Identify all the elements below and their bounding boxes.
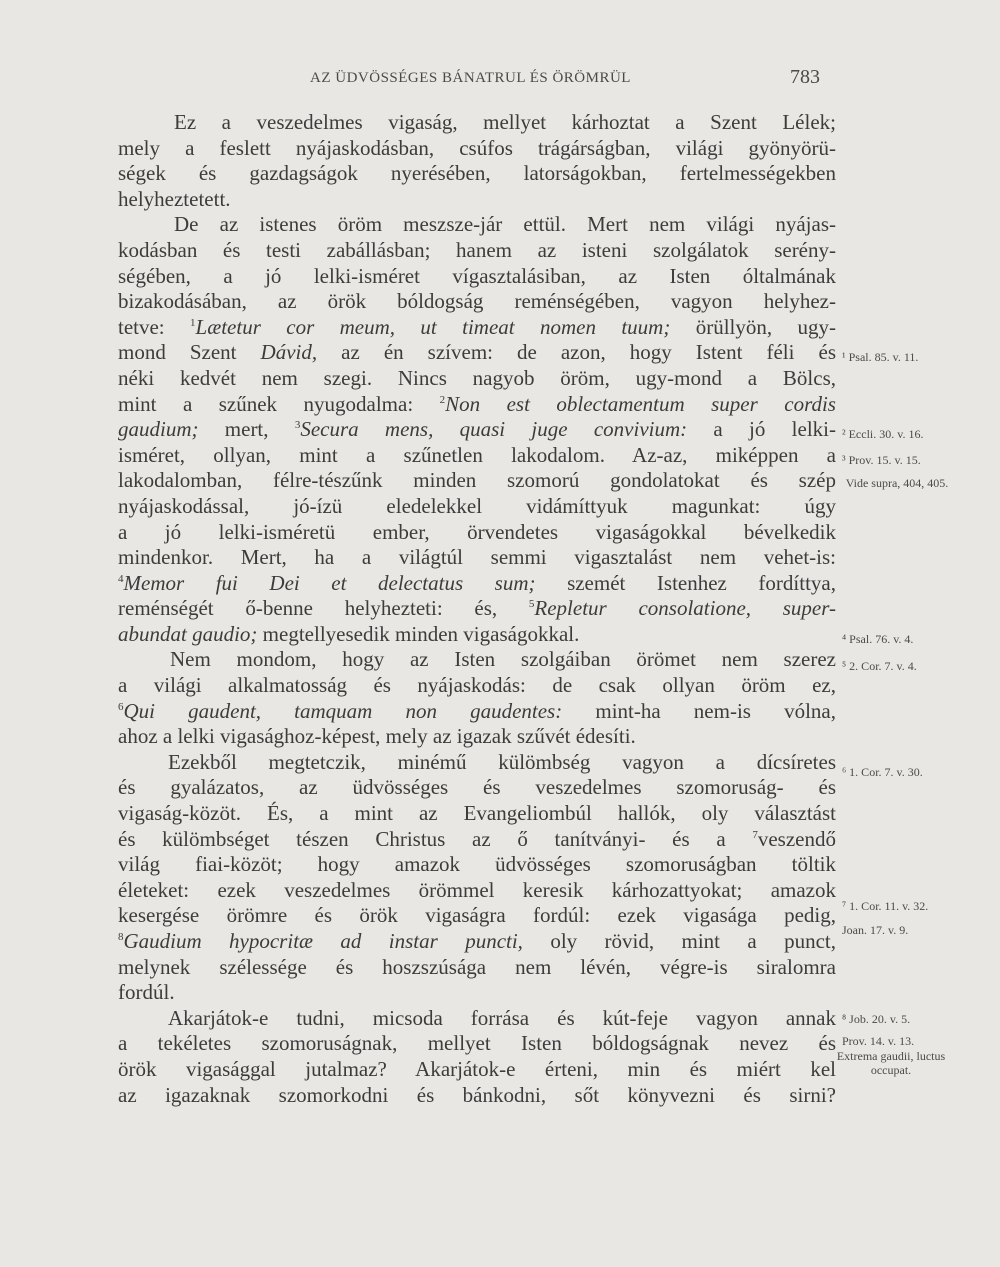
text-line: néki kedvét nem szegi. Nincs nagyob öröm, ugy-mond a Bölcs, bbox=[118, 365, 836, 390]
text-line: fordúl. bbox=[118, 980, 175, 1005]
text-line: mely a feslett nyájaskodásban, csúfos trágárságban, világi gyönyörü- bbox=[118, 135, 836, 160]
margin-note: ³ Prov. 15. v. 15. bbox=[842, 453, 921, 467]
body-text bbox=[118, 110, 836, 1108]
text-line: Ez a veszedelmes vigaság, mellyet kárhoztat a Szent Lélek; bbox=[174, 110, 836, 134]
text-line: De az istenes öröm meszsze-jár ettül. Mert nem világi nyájas- bbox=[174, 212, 836, 237]
text-line: ségek és gazdagságok nyerésében, latorságokban, fertelmességekben bbox=[118, 161, 836, 186]
text-line: és külömbséget tészen Christus az ő tanítványi- és a $^7$veszendő bbox=[118, 826, 836, 851]
text-line: gaudium; mert, $^3$Secura mens, quasi juge convivium: a jó lelki- bbox=[118, 417, 836, 442]
latin-quote: Secura mens, quasi juge convivium: bbox=[300, 417, 688, 442]
text-line: mond Szent Dávid, az én szívem: de azon, hogy Istent féli és bbox=[118, 340, 836, 365]
text-line: a jó lelki-isméretü ember, örvendetes vigaságokkal bévelkedik bbox=[118, 519, 836, 544]
footnote-marker: 3 bbox=[294, 419, 301, 432]
text-line: és gyalázatos, az üdvösséges és veszedelmes szomoruság- és bbox=[118, 775, 836, 800]
text-line: $^6$Qui gaudent, tamquam non gaudentes: mint-ha nem-is vólna, bbox=[118, 698, 836, 723]
text-line: $^8$Gaudium hypocritæ ad instar puncti, oly rövid, mint a punct, bbox=[118, 929, 836, 953]
text-line: Ezekből megtetczik, minémű külömbség vagyon a dícsíretes bbox=[168, 749, 836, 774]
margin-note: ⁴ Psal. 76. v. 4. bbox=[842, 632, 914, 646]
margin-note: ⁶ 1. Cor. 7. v. 30. bbox=[842, 765, 923, 779]
text-line: a tekéletes szomoruságnak, mellyet Isten bóldogságnak nevez és bbox=[118, 1031, 836, 1056]
text-line: lakodalomban, félre-tészűnk minden szomorú gondolatokat és szép bbox=[118, 468, 836, 493]
margin-note: Joan. 17. v. 9. bbox=[842, 923, 909, 937]
latin-quote: Gaudium hypocritæ ad instar puncti, bbox=[123, 929, 523, 953]
text-line: világ fiai-közöt; hogy amazok üdvösséges szomoruságban töltik bbox=[118, 852, 836, 877]
margin-note: Extrema gaudii, luctus occupat. bbox=[836, 1049, 946, 1077]
footnote-marker: 1 bbox=[190, 316, 196, 329]
latin-quote: Memor fui Dei et delectatus sum; bbox=[123, 570, 536, 595]
running-title: AZ ÜDVÖSSÉGES BÁNATRUL ÉS ÖRÖMRÜL bbox=[310, 70, 631, 86]
text-line: Akarjátok-e tudni, micsoda forrása és kút-feje vagyon annak bbox=[168, 1005, 836, 1030]
margin-note: ¹ Psal. 85. v. 11. bbox=[842, 350, 919, 364]
text-line: isméret, ollyan, mint a szűnetlen lakodalom. Az-az, miképpen a bbox=[118, 442, 836, 467]
text-line: kesergése örömre és örök vigaságra fordúl: ezek vigasága pedig, bbox=[118, 903, 836, 928]
latin-quote: Non est oblectamentum super cordis bbox=[445, 391, 836, 416]
text-line: mindenkor. Mert, ha a világtúl semmi vigasztalást nem vehet-is: bbox=[118, 545, 836, 570]
footnote-marker: 7 bbox=[752, 828, 758, 841]
latin-quote: Qui gaudent, tamquam non gaudentes: bbox=[123, 698, 563, 723]
footnote-marker: 5 bbox=[528, 598, 535, 611]
text-line: reménségét ő-benne helyhezteti: és, $^5$Repletur consolatione, super- bbox=[118, 596, 836, 621]
text-line: nyájaskodással, jó-ízü eledelekkel vidámíttyuk magunkat: úgy bbox=[118, 493, 836, 518]
latin-quote: Lætetur cor meum, ut timeat nomen tuum; bbox=[195, 314, 671, 339]
name-italic: Dávid, bbox=[260, 340, 318, 365]
text-line: Nem mondom, hogy az Isten szolgáiban örömet nem szerez bbox=[170, 647, 836, 672]
text-line: bizakodásában, az örök bóldogság reménségében, vagyon helyhez- bbox=[118, 289, 836, 314]
latin-quote: abundat gaudio; bbox=[118, 621, 258, 646]
footnote-marker: 4 bbox=[118, 572, 124, 585]
margin-note: ⁸ Job. 20. v. 5. bbox=[842, 1012, 911, 1026]
margin-note: ⁵ 2. Cor. 7. v. 4. bbox=[842, 659, 917, 673]
text-line: az igazaknak szomorkodni és bánkodni, sőt könyvezni és sirni? bbox=[118, 1082, 836, 1107]
footnote-marker: 6 bbox=[118, 700, 124, 713]
footnote-marker: 2 bbox=[439, 393, 446, 406]
text-line: abundat gaudio; megtellyesedik minden vigaságokkal. bbox=[118, 621, 580, 646]
footnote-marker: 8 bbox=[118, 931, 124, 943]
margin-note: Prov. 14. v. 13. bbox=[842, 1034, 915, 1048]
text-line: a világi alkalmatosság és nyájaskodás: de csak ollyan öröm ez, bbox=[118, 673, 836, 698]
text-line: mint a szűnek nyugodalma: $^2$Non est oblectamentum super cordis bbox=[118, 391, 836, 416]
text-line: életeket: ezek veszedelmes örömmel keresik kárhozattyokat; amazok bbox=[118, 877, 836, 902]
text-line: örök vigasággal jutalmaz? Akarjátok-e érteni, min és miért kel bbox=[118, 1056, 836, 1081]
page-number: 783 bbox=[790, 66, 820, 88]
text-line: kodásban és testi zabállásban; hanem az isteni szolgálatok serény- bbox=[118, 237, 836, 262]
margin-note: ⁷ 1. Cor. 11. v. 32. bbox=[842, 899, 929, 913]
latin-quote: Repletur consolatione, super- bbox=[534, 596, 836, 621]
text-line: helyheztetett. bbox=[118, 186, 231, 211]
text-line: ahoz a lelki vigasághoz-képest, mely az igazak szűvét édesíti. bbox=[118, 724, 636, 749]
text-line: vigaság-közöt. És, a mint az Evangeliombúl hallók, oly választást bbox=[118, 801, 836, 826]
latin-quote: gaudium; bbox=[118, 417, 199, 442]
margin-note: ² Eccli. 30. v. 16. bbox=[842, 427, 924, 441]
margin-note: Vide supra, 404, 405. bbox=[845, 476, 949, 490]
text-line: ségében, a jó lelki-isméret vígasztalásiban, az Isten óltalmának bbox=[118, 263, 836, 288]
text-line: $^4$Memor fui Dei et delectatus sum; szemét Istenhez fordíttya, bbox=[118, 570, 836, 595]
text-line: tetve: $^1$Lætetur cor meum, ut timeat nomen tuum; örüllyön, ugy- bbox=[118, 314, 837, 339]
text-line: melynek szélessége és hoszszúsága nem lévén, végre-is siralomra bbox=[118, 954, 836, 979]
